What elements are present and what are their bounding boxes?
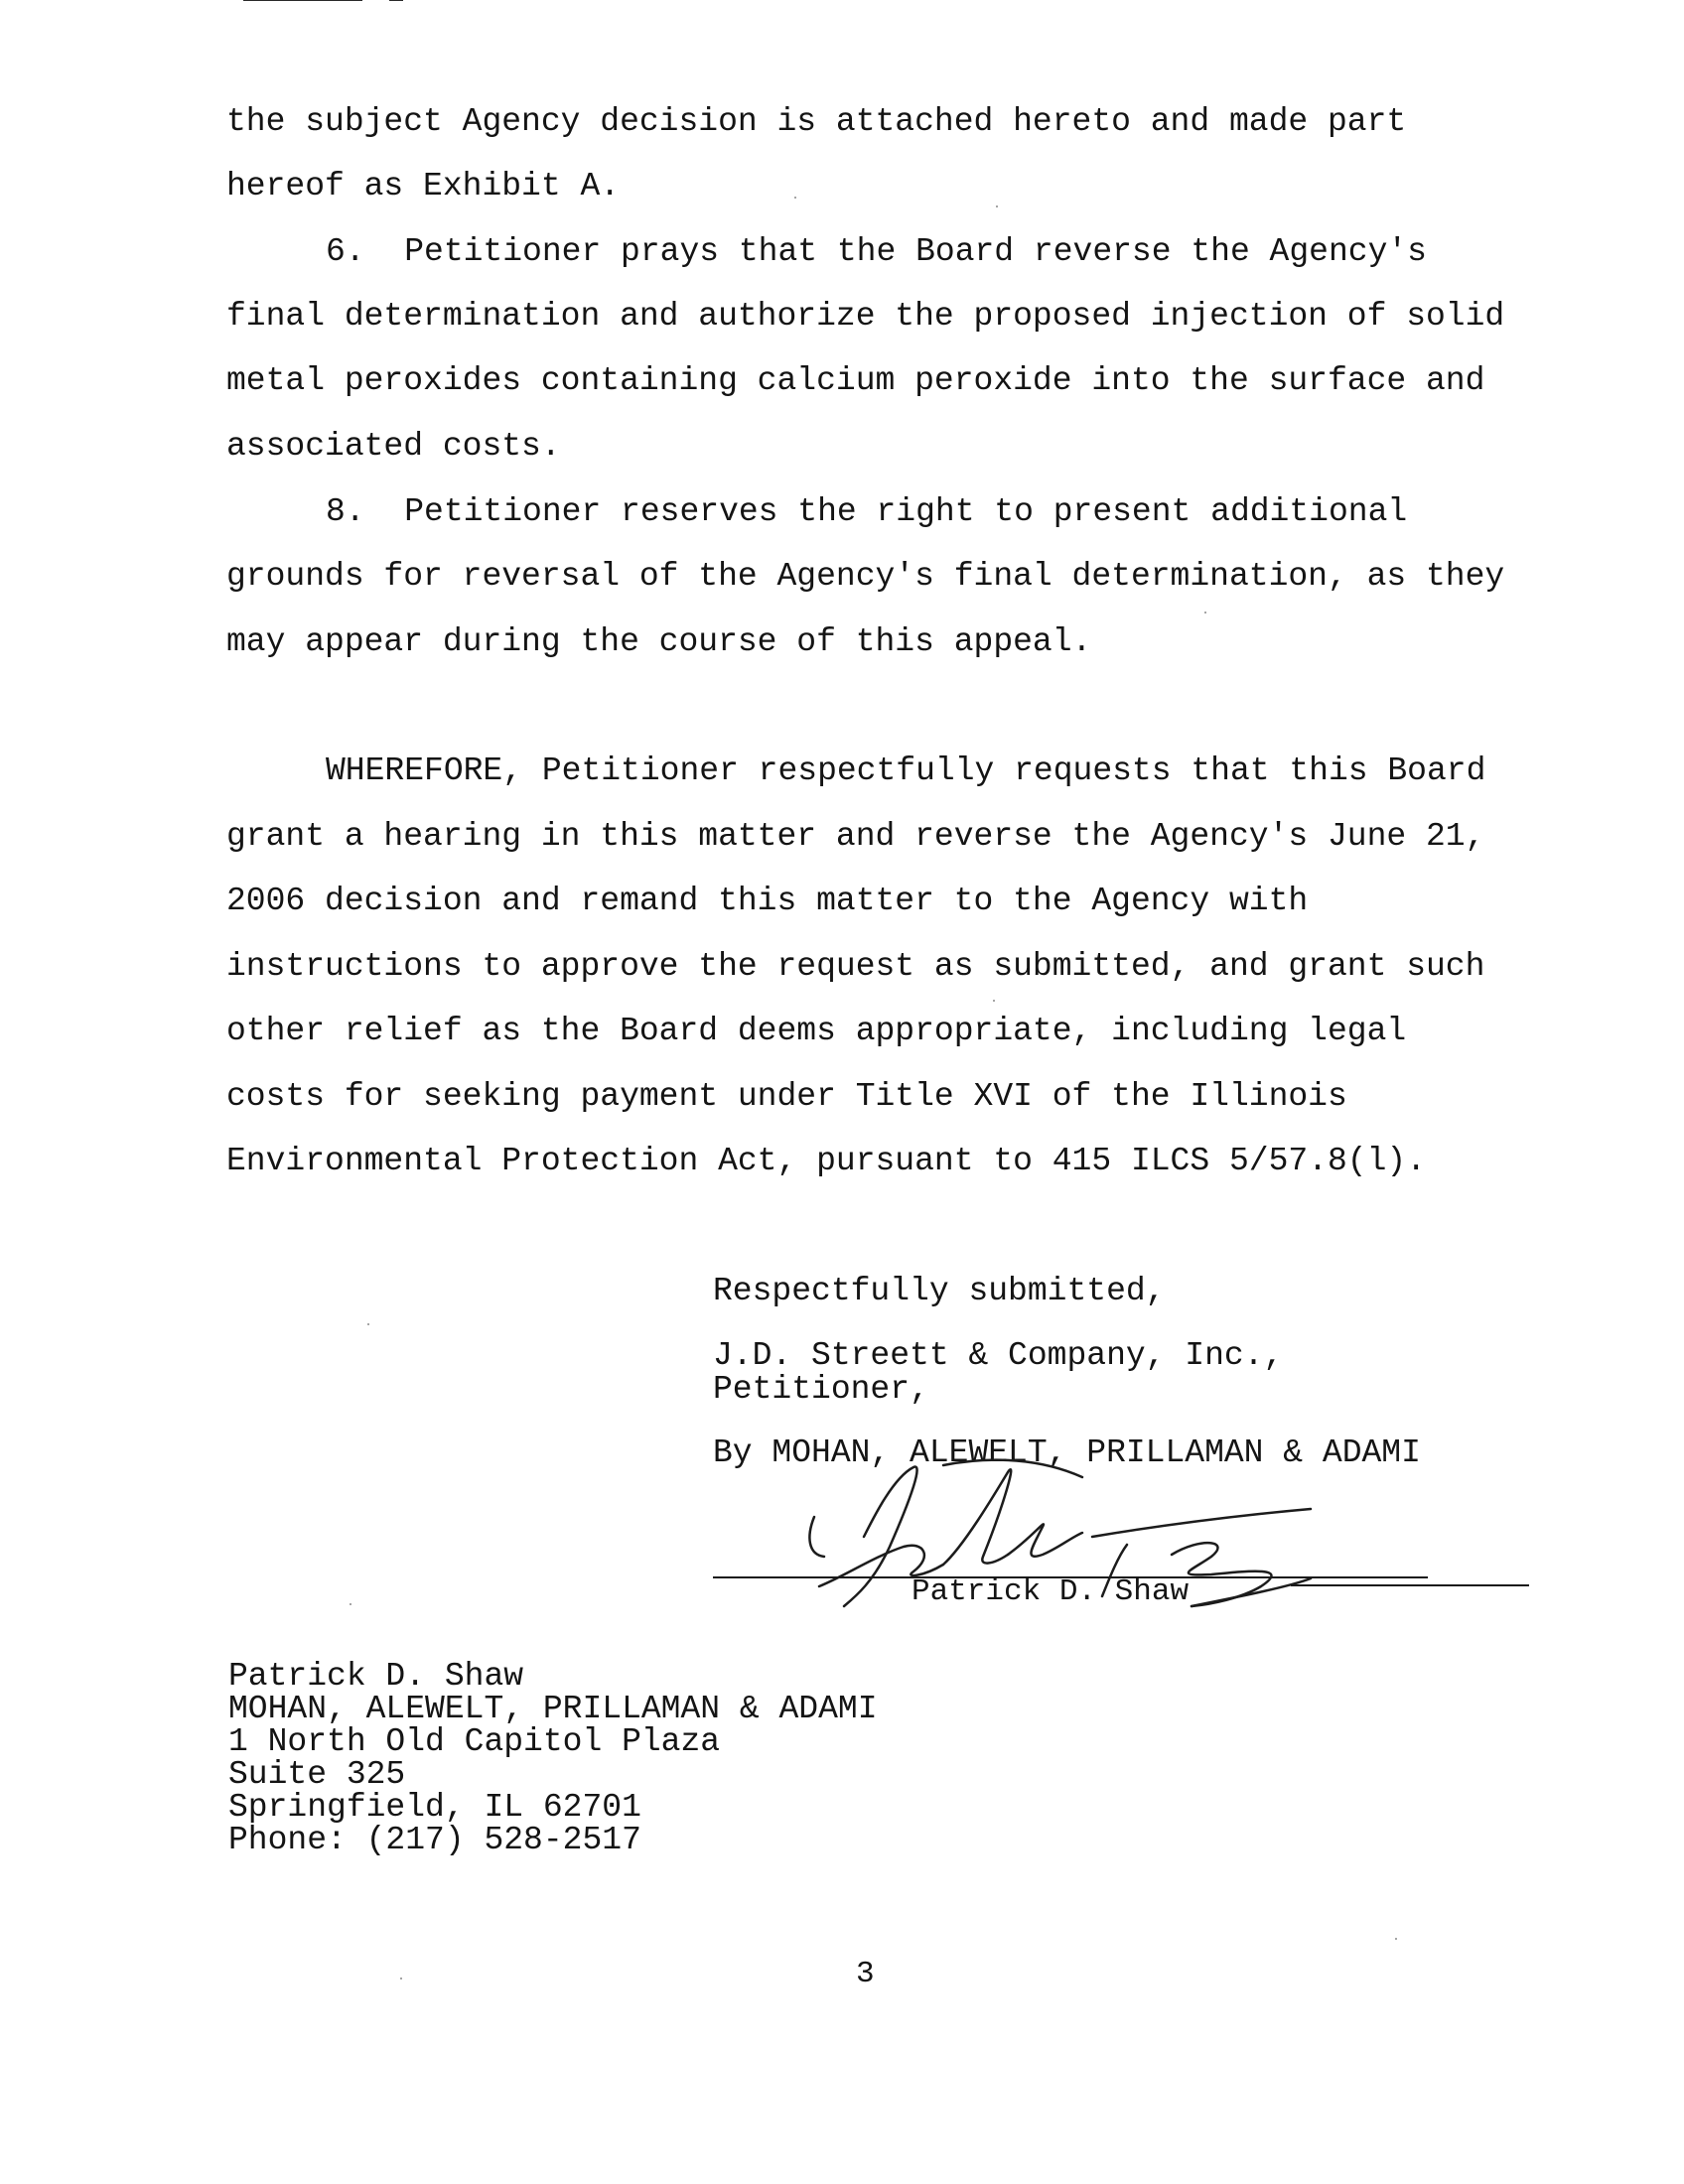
- paragraph-line: associated costs.: [226, 428, 561, 465]
- scan-speck: [400, 1978, 402, 1979]
- paragraph-line: WHEREFORE, Petitioner respectfully requests that this Board: [326, 752, 1486, 789]
- signature-line: [1291, 1584, 1529, 1586]
- paragraph-line: 2006 decision and remand this matter to the Agency with: [226, 883, 1309, 919]
- paragraph-line: grant a hearing in this matter and reverse the Agency's June 21,: [226, 818, 1485, 855]
- paragraph-line: final determination and authorize the proposed injection of solid: [226, 298, 1505, 335]
- address-firm: MOHAN, ALEWELT, PRILLAMAN & ADAMI: [228, 1691, 878, 1727]
- paragraph-line: Environmental Protection Act, pursuant to 415 ILCS 5/57.8(l).: [226, 1143, 1426, 1179]
- scan-speck: [350, 1603, 351, 1605]
- paragraph-line: grounds for reversal of the Agency's final determination, as they: [226, 558, 1505, 595]
- top-edge-mark: [389, 0, 403, 1]
- scan-speck: [1395, 1938, 1397, 1940]
- paragraph-line: metal peroxides containing calcium peroxide into the surface and: [226, 362, 1485, 399]
- signer-name: Patrick D. Shaw: [912, 1574, 1190, 1609]
- respectfully-submitted: Respectfully submitted,: [713, 1273, 1166, 1309]
- company-name: J.D. Streett & Company, Inc.,: [713, 1337, 1284, 1374]
- page-number: 3: [856, 1957, 875, 1991]
- paragraph-line: costs for seeking payment under Title XVI of the Illinois: [226, 1078, 1347, 1115]
- scan-speck: [996, 205, 998, 207]
- address-name: Patrick D. Shaw: [228, 1658, 524, 1695]
- address-phone: Phone: (217) 528-2517: [228, 1822, 641, 1858]
- attorney-address-block: [228, 1660, 878, 1856]
- top-edge-mark: [243, 0, 362, 1]
- petitioner-label: Petitioner,: [713, 1371, 929, 1408]
- paragraph-line: instructions to approve the request as submitted, and grant such: [226, 948, 1485, 985]
- paragraph-line: may appear during the course of this appeal.: [226, 623, 1092, 660]
- paragraph-line: 8. Petitioner reserves the right to present additional: [326, 493, 1408, 530]
- address-suite: Suite 325: [228, 1756, 406, 1793]
- paragraph-line: hereof as Exhibit A.: [226, 168, 621, 205]
- scan-speck: [1204, 612, 1206, 614]
- paragraph-line: other relief as the Board deems appropriate, including legal: [226, 1013, 1407, 1049]
- paragraph-line: the subject Agency decision is attached hereto and made part: [226, 103, 1407, 140]
- by-firm: By MOHAN, ALEWELT, PRILLAMAN & ADAMI: [713, 1434, 1421, 1471]
- scan-speck: [367, 1323, 369, 1325]
- address-street: 1 North Old Capitol Plaza: [228, 1723, 721, 1760]
- address-city: Springfield, IL 62701: [228, 1789, 641, 1826]
- scan-speck: [794, 197, 796, 199]
- paragraph-line: 6. Petitioner prays that the Board reverse the Agency's: [326, 233, 1427, 270]
- scan-speck: [993, 1000, 995, 1002]
